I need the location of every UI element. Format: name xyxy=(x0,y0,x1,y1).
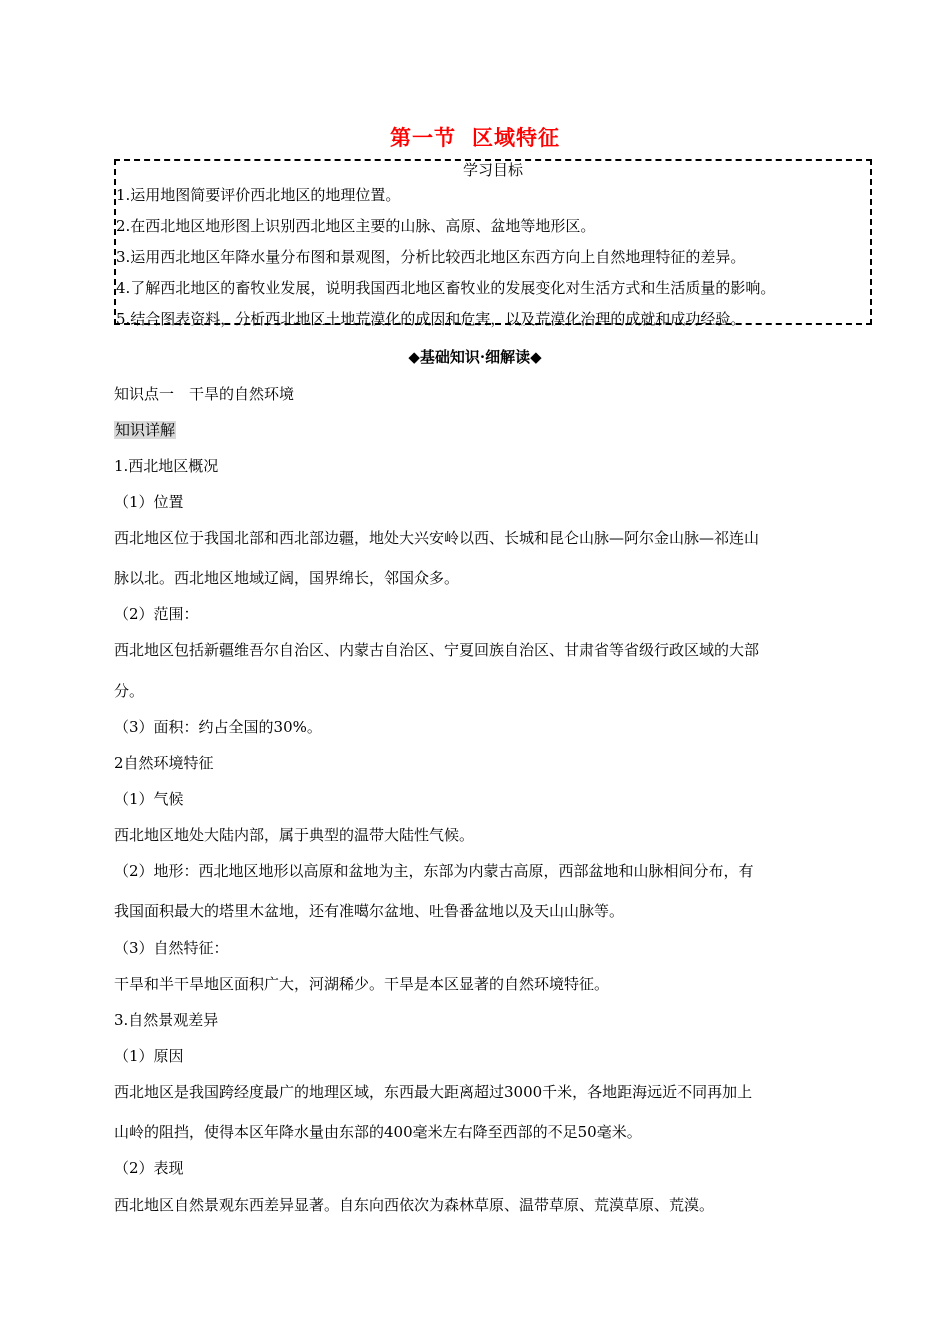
knowledge-point-heading: 知识点一 干旱的自然环境 xyxy=(114,385,295,403)
goal-item: 3.运用西北地区年降水量分布图和景观图，分析比较西北地区东西方向上自然地理特征的差异。 xyxy=(116,248,746,266)
goal-item: 5.结合图表资料，分析西北地区土地荒漠化的成因和危害，以及荒漠化治理的成就和成功经验。 xyxy=(116,310,746,328)
paragraph-line: 西北地区位于我国北部和西北部边疆，地处大兴安岭以西、长城和昆仑山脉—阿尔金山脉—祁连山 xyxy=(114,529,760,547)
highlight-label: 知识详解 xyxy=(115,421,176,439)
subheading: 2自然环境特征 xyxy=(114,754,214,772)
paragraph-line: 西北地区自然景观东西差异显著。自东向西依次为森林草原、温带草原、荒漠草原、荒漠。 xyxy=(114,1196,715,1214)
page-title xyxy=(0,122,950,152)
subheading: （1）原因 xyxy=(114,1047,184,1065)
subheading: （3）面积：约占全国的30%。 xyxy=(114,718,322,736)
subheading: （1）气候 xyxy=(114,790,184,808)
knowledge-detail-label xyxy=(114,420,844,440)
subheading: 3.自然景观差异 xyxy=(114,1011,219,1029)
subheading: （2）表现 xyxy=(114,1159,184,1177)
subheading: （2）范围： xyxy=(114,605,199,623)
section-heading: ◆基础知识·细解读◆ xyxy=(408,348,542,366)
learning-goals-list xyxy=(116,180,870,335)
title-section-name: 区域特征 xyxy=(472,126,560,150)
learning-goals-box xyxy=(114,159,872,328)
paragraph-line: （2）地形：西北地区地形以高原和盆地为主，东部为内蒙古高原，西部盆地和山脉相间分布，有 xyxy=(114,862,754,880)
paragraph-line: 山岭的阻挡，使得本区年降水量由东部的400毫米左右降至西部的不足50毫米。 xyxy=(114,1123,642,1141)
goal-item: 2.在西北地区地形图上识别西北地区主要的山脉、高原、盆地等地形区。 xyxy=(116,217,596,235)
paragraph-line: 脉以北。西北地区地域辽阔，国界绵长，邻国众多。 xyxy=(114,569,460,587)
goal-item: 1.运用地图简要评价西北地区的地理位置。 xyxy=(116,186,401,204)
subheading: （3）自然特征： xyxy=(114,939,229,957)
paragraph-line: 西北地区地处大陆内部，属于典型的温带大陆性气候。 xyxy=(114,826,475,844)
title-section-number: 第一节 xyxy=(390,126,456,150)
subheading: （1）位置 xyxy=(114,493,184,511)
paragraph-line: 干旱和半干旱地区面积广大，河湖稀少。干旱是本区显著的自然环境特征。 xyxy=(114,975,610,993)
paragraph-line: 我国面积最大的塔里木盆地，还有准噶尔盆地、吐鲁番盆地以及天山山脉等。 xyxy=(114,902,625,920)
paragraph-line: 西北地区是我国跨经度最广的地理区域，东西最大距离超过3000千米，各地距海远近不同再加上 xyxy=(114,1083,753,1101)
subheading: 1.西北地区概况 xyxy=(114,457,219,475)
learning-goals-heading: 学习目标 xyxy=(462,161,523,179)
paragraph-line: 分。 xyxy=(114,682,145,700)
goal-item: 4.了解西北地区的畜牧业发展，说明我国西北地区畜牧业的发展变化对生活方式和生活质量的影响。 xyxy=(116,279,776,297)
paragraph-line: 西北地区包括新疆维吾尔自治区、内蒙古自治区、宁夏回族自治区、甘肃省等省级行政区域的大部 xyxy=(114,641,760,659)
